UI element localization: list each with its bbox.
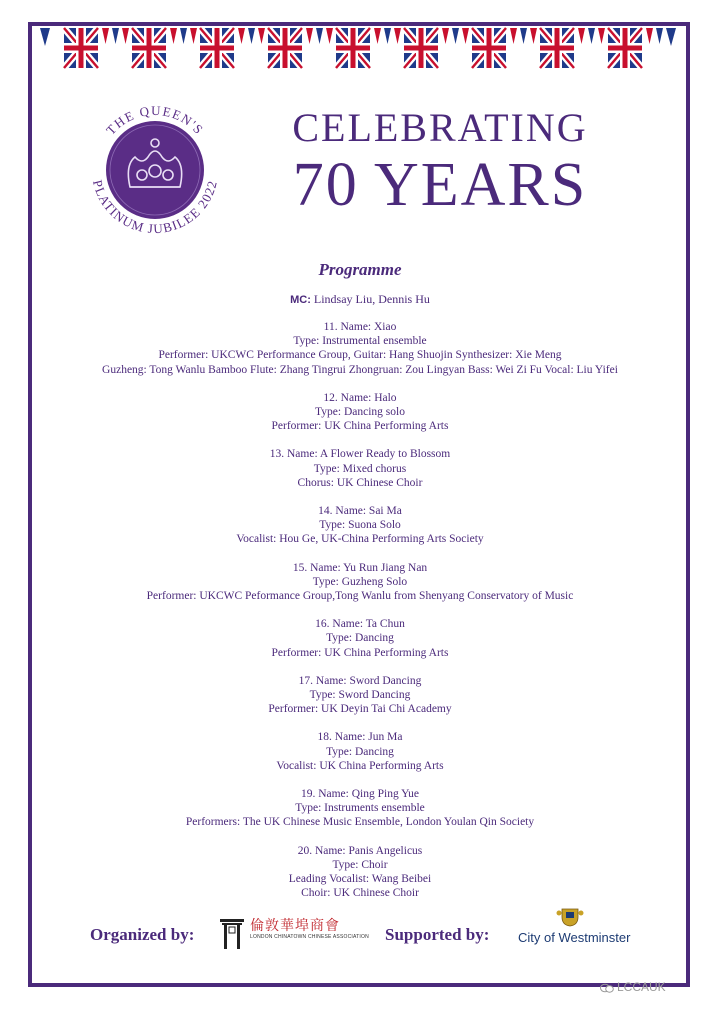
watermark-text: LCCAUK [617, 980, 666, 994]
mc-names: Lindsay Liu, Dennis Hu [313, 292, 430, 306]
programme-item-line: Type: Sword Dancing [309, 689, 411, 702]
programme-item-line: 15. Name: Yu Run Jiang Nan [292, 561, 428, 574]
programme-item [40, 561, 680, 604]
programme-item [40, 504, 680, 547]
programme-item-line: 13. Name: A Flower Ready to Blossom [269, 448, 451, 461]
westminster-name: City of Westminster [518, 930, 631, 945]
programme-item [40, 844, 680, 901]
programme-item-line: Type: Guzheng Solo [312, 575, 408, 588]
programme-item-line: Performer: UK Deyin Tai Chi Academy [268, 703, 452, 716]
programme-item-line: Type: Dancing [326, 632, 394, 645]
programme-item-line: Performer: UK China Performing Arts [271, 420, 449, 433]
programme-item [40, 447, 680, 490]
westminster-crest-icon [556, 905, 584, 927]
programme-item-line: Choir: UK Chinese Choir [301, 887, 419, 900]
supported-by-label: Supported by: [385, 925, 490, 944]
programme-item-line: 19. Name: Qing Ping Yue [300, 788, 420, 801]
seal-text-bottom: PLATINUM JUBILEE 2022 [89, 178, 221, 237]
programme-item-line: Performer: UKCWC Peformance Group,Tong Wanlu from Shenyang Conservatory of Music [146, 590, 574, 603]
programme-item-line: Performers: The UK Chinese Music Ensemble, London Youlan Qin Society [185, 816, 535, 829]
mc-line [0, 292, 720, 307]
programme-item [40, 391, 680, 434]
programme-item-line: 17. Name: Sword Dancing [298, 674, 422, 687]
programme-item-line: Leading Vocalist: Wang Beibei [288, 873, 432, 886]
headline [265, 104, 615, 218]
programme-item [40, 617, 680, 660]
programme-item-line: Type: Instrumental ensemble [293, 335, 427, 348]
programme-item-line: Vocalist: Hou Ge, UK-China Performing Arts Society [236, 533, 484, 546]
organizer-english-name: LONDON CHINATOWN CHINESE ASSOCIATION [250, 934, 369, 940]
programme-item-line: Performer: UKCWC Performance Group, Guitar: Hang Shuojin Synthesizer: Xie Meng [158, 349, 562, 362]
programme-item-line: Performer: UK China Performing Arts [271, 646, 449, 659]
programme-item-line: Type: Mixed chorus [313, 462, 407, 475]
union-jack-bunting [34, 26, 684, 76]
programme-item-line: 11. Name: Xiao [323, 321, 397, 333]
mc-label: MC: [290, 294, 311, 306]
programme-item-line: Type: Dancing solo [315, 406, 405, 419]
programme-item [40, 320, 680, 377]
wechat-icon [600, 983, 614, 993]
programme-item-line: Type: Choir [332, 858, 388, 871]
headline-line2: 70 YEARS [292, 151, 588, 219]
programme-item-line: 18. Name: Jun Ma [317, 731, 403, 744]
platinum-jubilee-seal [80, 95, 230, 245]
programme-item-line: 16. Name: Ta Chun [315, 618, 405, 631]
programme-item-line: 12. Name: Halo [323, 391, 397, 404]
headline-line1: CELEBRATING [292, 105, 588, 150]
programme-item [40, 730, 680, 773]
footer [40, 905, 680, 955]
programme-item [40, 674, 680, 717]
programme-item-line: 14. Name: Sai Ma [318, 505, 402, 518]
programme-item-line: Chorus: UK Chinese Choir [297, 476, 423, 489]
programme-item-line: Guzheng: Tong Wanlu Bamboo Flute: Zhang Tingrui Zhongruan: Zou Lingyan Bass: Wei Zi Fu Vocal: Liu Yifei [102, 363, 618, 376]
programme-item-line: Type: Instruments ensemble [295, 802, 425, 815]
programme-item-line: Vocalist: UK China Performing Arts [276, 759, 444, 772]
programme-title: Programme [318, 260, 402, 279]
seal-text-top: THE QUEEN'S [103, 102, 207, 138]
programme-item-line: 20. Name: Panis Angelicus [297, 844, 423, 857]
programme-item-line: Type: Suona Solo [319, 519, 401, 532]
programme-item [40, 787, 680, 830]
wechat-watermark [600, 980, 666, 994]
program-list [40, 320, 680, 915]
programme-item-line: Type: Dancing [326, 745, 394, 758]
organized-by-label: Organized by: [90, 925, 195, 944]
organizer-chinese-name: 倫敦華埠商會 [250, 918, 340, 934]
